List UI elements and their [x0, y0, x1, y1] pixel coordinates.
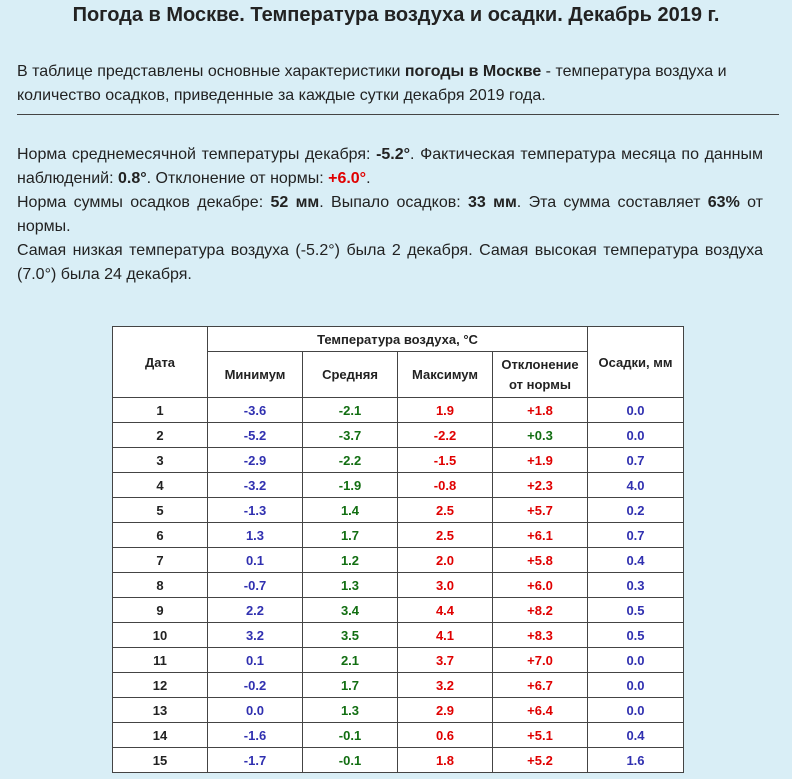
deviation-cell: +7.0: [493, 648, 588, 673]
date-cell: 11: [113, 648, 208, 673]
deviation-cell: +5.1: [493, 723, 588, 748]
max-temp-cell: 3.2: [398, 673, 493, 698]
date-cell: 7: [113, 548, 208, 573]
avg-temp-cell: 1.7: [303, 673, 398, 698]
table-row: [113, 498, 684, 523]
header-max: Максимум: [398, 352, 493, 398]
min-temp-cell: -1.6: [208, 723, 303, 748]
max-temp-cell: 4.1: [398, 623, 493, 648]
deviation-cell: +6.0: [493, 573, 588, 598]
max-temp-cell: -0.8: [398, 473, 493, 498]
min-temp-cell: -0.2: [208, 673, 303, 698]
min-temp-cell: -0.7: [208, 573, 303, 598]
max-temp-cell: 0.6: [398, 723, 493, 748]
min-temp-cell: 0.1: [208, 648, 303, 673]
avg-temp-cell: -2.2: [303, 448, 398, 473]
max-temp-cell: 3.0: [398, 573, 493, 598]
header-date: Дата: [113, 327, 208, 398]
intro-paragraph: [17, 60, 767, 108]
min-temp-cell: 3.2: [208, 623, 303, 648]
max-temp-cell: -2.2: [398, 423, 493, 448]
header-precipitation: Осадки, мм: [588, 327, 684, 398]
header-deviation: Отклонение от нормы: [493, 352, 588, 398]
precipitation-cell: 0.5: [588, 623, 684, 648]
min-temp-cell: -1.3: [208, 498, 303, 523]
header-temperature-group: Температура воздуха, °С: [208, 327, 588, 352]
norm-precipitation: 52 мм: [270, 194, 320, 211]
precipitation-stats: [17, 191, 763, 239]
page-title: Погода в Москве. Температура воздуха и осадки. Декабрь 2019 г.: [72, 4, 720, 26]
min-temp-cell: -2.9: [208, 448, 303, 473]
precipitation-cell: 0.0: [588, 648, 684, 673]
deviation-cell: +5.7: [493, 498, 588, 523]
max-temp-cell: 1.8: [398, 748, 493, 773]
date-cell: 3: [113, 448, 208, 473]
deviation-cell: +0.3: [493, 423, 588, 448]
precipitation-cell: 0.0: [588, 423, 684, 448]
avg-temp-cell: -2.1: [303, 398, 398, 423]
precipitation-cell: 0.7: [588, 448, 684, 473]
max-temp-cell: 2.9: [398, 698, 493, 723]
min-temp-cell: -5.2: [208, 423, 303, 448]
precipitation-cell: 0.5: [588, 598, 684, 623]
precipitation-cell: 0.0: [588, 698, 684, 723]
table-row: [113, 598, 684, 623]
precipitation-cell: 0.0: [588, 398, 684, 423]
precipitation-percent: 63%: [707, 194, 740, 211]
avg-temp-cell: 3.5: [303, 623, 398, 648]
min-temp-cell: -3.6: [208, 398, 303, 423]
max-temp-cell: 2.5: [398, 523, 493, 548]
deviation-cell: +1.9: [493, 448, 588, 473]
max-temp-cell: 1.9: [398, 398, 493, 423]
min-temp-cell: -3.2: [208, 473, 303, 498]
actual-temperature: 0.8°: [118, 170, 147, 187]
table-row: [113, 748, 684, 773]
table-row: [113, 423, 684, 448]
date-cell: 2: [113, 423, 208, 448]
date-cell: 12: [113, 673, 208, 698]
avg-temp-cell: 1.7: [303, 523, 398, 548]
table-row: [113, 573, 684, 598]
precipitation-cell: 0.4: [588, 723, 684, 748]
table-row: [113, 473, 684, 498]
table-row: [113, 523, 684, 548]
deviation-cell: +6.1: [493, 523, 588, 548]
deviation-cell: +2.3: [493, 473, 588, 498]
intro-text-after: - температура воздуха и количество осадков, приведенные за каждые сутки декабря 2019 года.: [17, 63, 727, 104]
date-cell: 1: [113, 398, 208, 423]
actual-precipitation: 33 мм: [468, 194, 517, 211]
date-cell: 10: [113, 623, 208, 648]
header-min: Минимум: [208, 352, 303, 398]
precipitation-cell: 0.2: [588, 498, 684, 523]
precip-norm-label: Норма суммы осадков декабре:: [17, 194, 271, 211]
temp-deviation-label: . Отклонение от нормы:: [146, 170, 329, 187]
min-temp-cell: 0.1: [208, 548, 303, 573]
avg-temp-cell: 1.3: [303, 573, 398, 598]
date-cell: 15: [113, 748, 208, 773]
precip-stats-end: от нормы.: [17, 194, 763, 235]
table-row: [113, 548, 684, 573]
precipitation-cell: 0.3: [588, 573, 684, 598]
deviation-cell: +5.2: [493, 748, 588, 773]
precip-percent-label: . Эта сумма составляет: [516, 194, 708, 211]
avg-temp-cell: -0.1: [303, 748, 398, 773]
date-cell: 5: [113, 498, 208, 523]
intro-bold-text: погоды в Москве: [404, 63, 542, 80]
header-avg: Средняя: [303, 352, 398, 398]
temp-stats-end: .: [366, 170, 371, 187]
temp-actual-label: . Фактическая температура месяца по данным наблюдений:: [17, 146, 763, 187]
extremes-stats: Самая низкая температура воздуха (-5.2°) была 2 декабря. Самая высокая температура воздуха (7.0°) была 24 декабря.: [17, 242, 763, 283]
norm-temperature: -5.2°: [376, 146, 411, 163]
avg-temp-cell: 3.4: [303, 598, 398, 623]
avg-temp-cell: -0.1: [303, 723, 398, 748]
deviation-cell: +6.7: [493, 673, 588, 698]
date-cell: 6: [113, 523, 208, 548]
avg-temp-cell: 1.2: [303, 548, 398, 573]
min-temp-cell: -1.7: [208, 748, 303, 773]
avg-temp-cell: 2.1: [303, 648, 398, 673]
min-temp-cell: 2.2: [208, 598, 303, 623]
avg-temp-cell: 1.4: [303, 498, 398, 523]
max-temp-cell: 3.7: [398, 648, 493, 673]
min-temp-cell: 0.0: [208, 698, 303, 723]
weather-table: [112, 326, 684, 773]
avg-temp-cell: 1.3: [303, 698, 398, 723]
temperature-deviation: +6.0°: [328, 170, 367, 187]
table-row: [113, 698, 684, 723]
precipitation-cell: 0.7: [588, 523, 684, 548]
table-row: [113, 673, 684, 698]
max-temp-cell: -1.5: [398, 448, 493, 473]
deviation-cell: +1.8: [493, 398, 588, 423]
deviation-cell: +8.2: [493, 598, 588, 623]
min-temp-cell: 1.3: [208, 523, 303, 548]
date-cell: 14: [113, 723, 208, 748]
table-row: [113, 448, 684, 473]
max-temp-cell: 2.0: [398, 548, 493, 573]
table-body: [113, 398, 684, 773]
table-row: [113, 723, 684, 748]
table-row: [113, 623, 684, 648]
temp-norm-label: Норма среднемесячной температуры декабря:: [17, 146, 377, 163]
date-cell: 9: [113, 598, 208, 623]
avg-temp-cell: -1.9: [303, 473, 398, 498]
deviation-cell: +8.3: [493, 623, 588, 648]
avg-temp-cell: -3.7: [303, 423, 398, 448]
precipitation-cell: 1.6: [588, 748, 684, 773]
table-row: [113, 398, 684, 423]
max-temp-cell: 4.4: [398, 598, 493, 623]
precipitation-cell: 4.0: [588, 473, 684, 498]
separator-line: [17, 114, 779, 115]
precip-actual-label: . Выпало осадков:: [319, 194, 468, 211]
table-row: [113, 648, 684, 673]
date-cell: 13: [113, 698, 208, 723]
date-cell: 8: [113, 573, 208, 598]
temperature-stats: [17, 143, 763, 191]
date-cell: 4: [113, 473, 208, 498]
intro-text-before: В таблице представлены основные характеристики: [17, 63, 405, 80]
stats-block: [17, 143, 763, 287]
precipitation-cell: 0.4: [588, 548, 684, 573]
max-temp-cell: 2.5: [398, 498, 493, 523]
deviation-cell: +6.4: [493, 698, 588, 723]
precipitation-cell: 0.0: [588, 673, 684, 698]
deviation-cell: +5.8: [493, 548, 588, 573]
